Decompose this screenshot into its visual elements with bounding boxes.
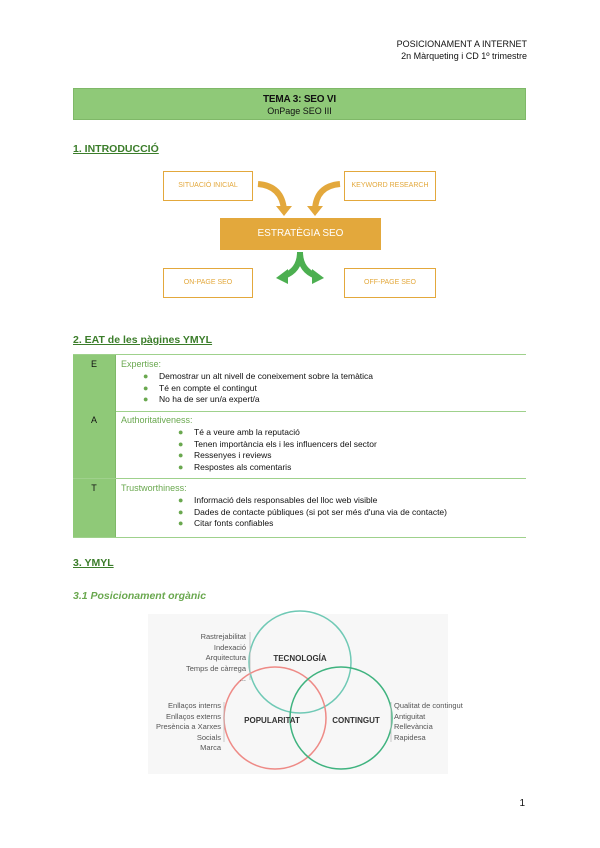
list-item: Rastrejabilitat — [200, 632, 246, 641]
list-item: ● Té en compte el contingut — [143, 382, 257, 393]
bullet-icon: ● — [143, 371, 149, 381]
venn-list-contingut — [394, 701, 494, 743]
diagram-box-keyword-research: KEYWORD RESEARCH — [344, 171, 436, 201]
section-heading-eat: 2. EAT de les pàgines YMYL — [73, 334, 213, 346]
list-item: ● Tenen importància els i les influencers del sector — [178, 438, 377, 449]
bullet-icon: ● — [143, 394, 149, 404]
eat-category: Expertise: — [121, 359, 162, 369]
list-item: ● Té a veure amb la reputació — [178, 427, 300, 437]
list-item: ● Demostrar un alt nivell de coneixement sobre la temàtica — [143, 371, 374, 381]
header-group: 2n Màrqueting i CD 1º trimestre — [401, 51, 527, 61]
venn-label-popularitat: POPULARITAT — [244, 716, 300, 725]
venn-list-popularitat — [140, 701, 221, 754]
bullet-icon: ● — [178, 495, 184, 505]
list-item: Enllaços interns — [168, 701, 221, 710]
diagram-box-on-page-seo: ON-PAGE SEO — [163, 268, 253, 298]
eat-key: E — [73, 355, 116, 411]
eat-category: Authoritativeness: — [121, 415, 193, 425]
diagram-box-off-page-seo: OFF-PAGE SEO — [344, 268, 436, 298]
bullet-icon: ● — [178, 506, 184, 517]
header-course: POSICIONAMENT A INTERNET — [396, 39, 527, 49]
list-item: Indexació — [213, 642, 246, 652]
list-item: Qualitat de contingut — [394, 701, 463, 710]
list-item: ... — [239, 674, 246, 683]
eat-key: T — [73, 479, 116, 537]
list-item: ● Ressenyes i reviews — [178, 450, 272, 460]
list-item: Arquitectura — [205, 653, 246, 662]
list-item: ● Informació dels responsables del lloc web visible — [178, 495, 378, 505]
page-number: 1 — [519, 798, 525, 809]
subsection-heading-posicionament: 3.1 Posicionament orgànic — [73, 590, 207, 602]
diagram-box-situacio-inicial: SITUACIÓ INICIAL — [163, 171, 253, 201]
list-item: Antiguitat — [394, 711, 426, 721]
bullet-icon: ● — [143, 382, 149, 393]
venn-list-tecnologia — [150, 632, 246, 685]
diagram-box-estrategia-seo: ESTRATÈGIA SEO — [220, 218, 381, 250]
page-title: TEMA 3: SEO VI — [263, 94, 336, 105]
list-item: Enllaços externs — [165, 711, 221, 721]
section-heading-intro: 1. INTRODUCCIÓ — [73, 143, 159, 155]
list-item: Temps de càrrega — [185, 663, 246, 673]
venn-label-tecnologia: TECNOLOGÍA — [273, 654, 327, 663]
list-item: ● Citar fonts confiables — [178, 518, 274, 528]
bullet-icon: ● — [178, 518, 184, 528]
list-item: Rapidesa — [394, 732, 426, 742]
bullet-icon: ● — [178, 450, 184, 460]
eat-category: Trustworthiness: — [121, 483, 187, 493]
list-item: ● No ha de ser un/a expert/a — [143, 394, 260, 404]
eat-key: A — [73, 411, 116, 478]
bullet-icon: ● — [178, 427, 184, 437]
section-heading-ymyl: 3. YMYL — [73, 557, 114, 569]
venn-label-contingut: CONTINGUT — [332, 716, 380, 725]
list-item: ● Respostes als comentaris — [178, 461, 292, 472]
list-item: Presència a Xarxes Socials — [155, 722, 221, 742]
list-item: ● Dades de contacte públiques (si pot ser més d'una via de contacte) — [178, 506, 447, 517]
bullet-icon: ● — [178, 438, 184, 449]
list-item: Marca — [200, 743, 221, 752]
list-item: Rellevància — [394, 722, 433, 731]
bullet-icon: ● — [178, 461, 184, 472]
page-subtitle: OnPage SEO III — [267, 106, 332, 116]
